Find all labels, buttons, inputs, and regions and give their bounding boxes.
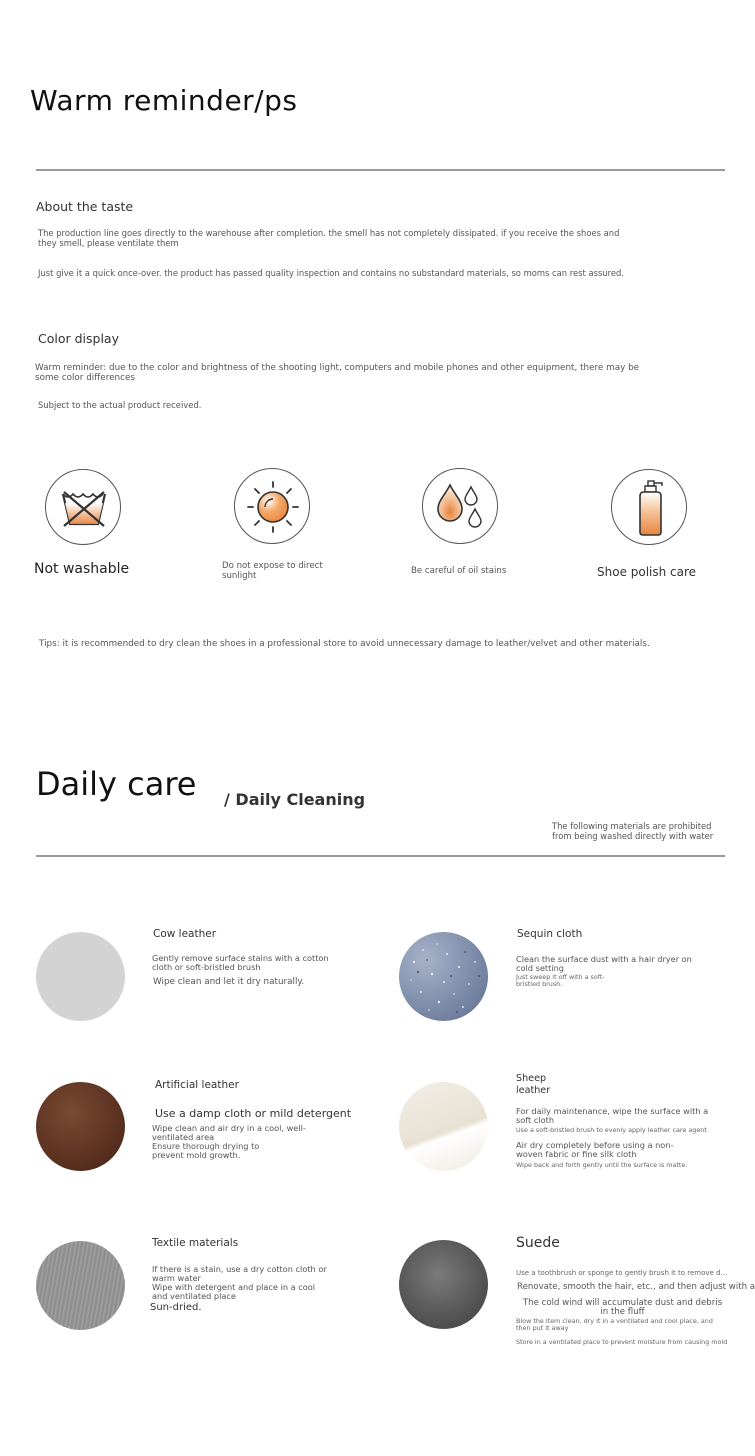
color-text-2: Subject to the actual product received. xyxy=(38,400,202,410)
textile-swatch xyxy=(36,1241,125,1330)
suede-text-1: Use a toothbrush or sponge to gently brush it to remove d... xyxy=(516,1269,728,1277)
polish-bottle-icon xyxy=(611,469,687,545)
taste-text-1: The production line goes directly to the warehouse after completion. the smell has not completely dissipated. if you receive the shoes and they smell, please ventilate them xyxy=(38,228,620,248)
artificial-leather-text-2: Wipe clean and air dry in a cool, well-ventilated area xyxy=(152,1123,306,1142)
textile-text-2: Wipe with detergent and place in a cool and ventilated place xyxy=(152,1282,316,1301)
sequin-cloth-text-1: Clean the surface dust with a hair dryer on cold setting xyxy=(516,954,692,973)
care-label-sunlight: Do not expose to direct sunlight xyxy=(222,561,323,581)
warm-reminder-title: Warm reminder/ps xyxy=(30,84,298,117)
suede-title: Suede xyxy=(516,1235,560,1251)
suede-text-4: Blow the item clean, dry it in a ventilated and cool place, and then put it away xyxy=(516,1317,713,1333)
cow-leather-text-1: Gently remove surface stains with a cotton cloth or soft-bristled brush xyxy=(152,953,329,972)
care-label-not-washable: Not washable xyxy=(34,561,130,577)
daily-care-subtitle: / Daily Cleaning xyxy=(224,790,366,809)
sequin-cloth-title: Sequin cloth xyxy=(517,928,583,940)
cow-leather-text-2: Wipe clean and let it dry naturally. xyxy=(153,977,305,987)
sheep-leather-swatch xyxy=(399,1082,488,1171)
textile-title: Textile materials xyxy=(152,1237,239,1249)
care-label-oil: Be careful of oil stains xyxy=(411,566,507,576)
daily-care-title: Daily care xyxy=(36,765,197,803)
suede-text-5: Store in a ventilated place to prevent moisture from causing mold xyxy=(516,1338,728,1346)
suede-text-3: The cold wind will accumulate dust and debris in the fluff xyxy=(522,1298,723,1317)
sequin-cloth-swatch xyxy=(399,932,488,1021)
textile-text-3: Sun-dried. xyxy=(150,1302,202,1313)
taste-heading: About the taste xyxy=(36,199,134,214)
sequin-cloth-text-2: Just sweep it off with a soft-bristled brush. xyxy=(516,973,605,989)
textile-text-1: If there is a stain, use a dry cotton cloth or warm water xyxy=(152,1264,327,1283)
color-heading: Color display xyxy=(38,331,119,346)
artificial-leather-title: Artificial leather xyxy=(155,1079,239,1091)
artificial-leather-text-1: Use a damp cloth or mild detergent xyxy=(155,1107,352,1120)
no-wash-icon xyxy=(45,469,121,545)
sheep-leather-text-4: Wipe back and forth gently until the surface is matte. xyxy=(516,1161,688,1169)
daily-care-note: The following materials are prohibited from being washed directly with water xyxy=(552,821,714,841)
cow-leather-title: Cow leather xyxy=(153,928,217,940)
oil-drops-icon xyxy=(422,468,498,544)
tips-text: Tips: it is recommended to dry clean the shoes in a professional store to avoid unnecessary damage to leather/velvet and other materials. xyxy=(39,639,650,649)
taste-text-2: Just give it a quick once-over. the product has passed quality inspection and contains no substandard materials, so moms can rest assured. xyxy=(38,268,625,278)
divider-top xyxy=(36,169,725,171)
suede-text-2: Renovate, smooth the hair, etc., and then adjust with a xyxy=(517,1282,755,1292)
sheep-leather-text-3: Air dry completely before using a non-woven fabric or fine silk cloth xyxy=(516,1140,674,1159)
sun-icon xyxy=(234,468,310,544)
color-text-1: Warm reminder: due to the color and brightness of the shooting light, computers and mobile phones and other equipment, there may be some color differences xyxy=(35,363,640,383)
artificial-leather-text-3: Ensure thorough drying to prevent mold growth. xyxy=(152,1141,260,1160)
divider-daily xyxy=(36,855,725,857)
care-label-polish: Shoe polish care xyxy=(597,565,697,579)
sheep-leather-text-1: For daily maintenance, wipe the surface with a soft cloth xyxy=(516,1106,709,1125)
suede-swatch xyxy=(399,1240,488,1329)
sheep-leather-title: Sheep leather xyxy=(516,1073,551,1096)
artificial-leather-swatch xyxy=(36,1082,125,1171)
sheep-leather-text-2: Use a soft-bristled brush to evenly apply leather care agent xyxy=(516,1126,707,1134)
cow-leather-swatch xyxy=(36,932,125,1021)
